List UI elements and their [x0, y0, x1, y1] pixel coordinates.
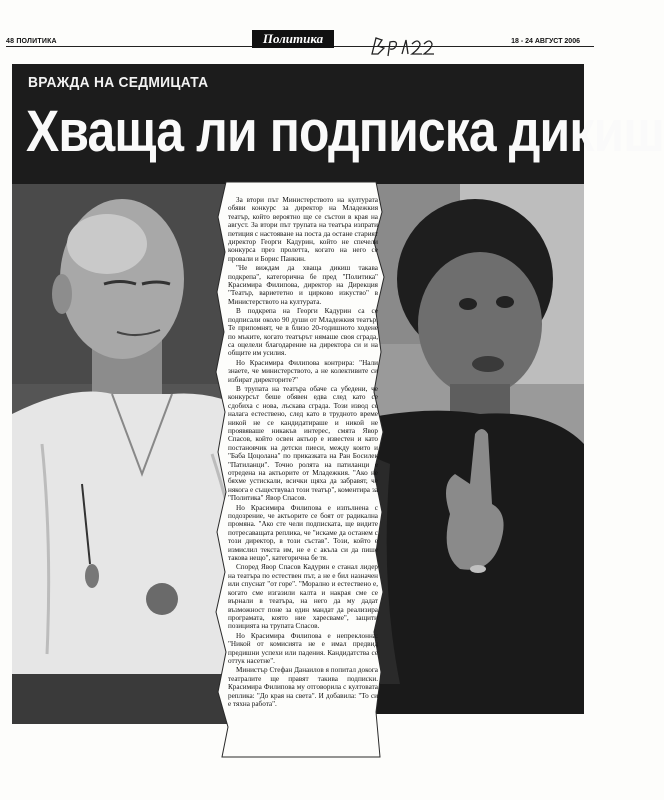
article-paragraph: "Не виждам да хваща дикиш такава подкрепа", категорична бе пред "Политика" Красимира Филипова, директор на Дирекция "Театър, вариететно и цирково изкуство" в Министерството на културата.	[228, 264, 378, 306]
article-paragraph: Министър Стефан Данаилов я попитал докога театралите ще правят такива подписки. Красимира Филипова му отговорила с култовата реплика: "До края на света". И добавила: "То си е тяхна работа".	[228, 666, 378, 708]
headline-banner	[12, 64, 664, 184]
section-kicker: ВРАЖДА НА СЕДМИЦАТА	[28, 74, 209, 91]
page-number: 48 ПОЛИТИКА	[6, 38, 57, 45]
section-logo: Политика	[252, 30, 334, 48]
article-paragraph: Според Явор Спасов Кадурин е станал лидер на театъра по естествен път, а не е бил назначен или спуснат "от горе". "Морално и естествено е, когато сме изгазили калта и накрая сме се върнали в театъра, на него да му дадат възможност поне за един мандат да реализира програмата, която ние харесваме", защити позицията на трупата Спасов.	[228, 563, 378, 631]
article-paragraph: Но Красимира Филипова е непреклонна: "Никой от комисията не е имал предвид предишни успехи или падения. Кандидатства се оттук насетне".	[228, 631, 378, 665]
handwritten-note	[368, 32, 438, 62]
article-paragraph: В трупата на театъра обаче са убедени, че конкурсът беше обявен едва след като се сдобиха с нова, лъскава сграда. Този извод се налага естествено, след като в трудното време никой не се кандидатираше и никой не проявяваше никакъв интерес, смята Явор Спасов, който освен актьор е известен и като постановчик на детски пиеси, между които и "Баба Цоцолана" по приказката на Ран Босилек "Патиланци". Точно ролята на патиланци е отредена на актьорите от Младежкия. "Ако не бяхме устискали, всички щяха да забравят, че някога е съществувал този театър", коментира за "Политика" Явор Спасов.	[228, 384, 378, 503]
page-header	[0, 30, 600, 52]
article-paragraph: Но Красимира Филипова е изпълнена с подозрение, че актьорите се боят от радикална промяна. "Ако сте чели подписката, ще видите потресаващата реплика, че "искаме да останем с този директор, в този състав". Този, който е измислил текста им, не е с акъла си да пише такова нещо", категорична бе тя.	[228, 503, 378, 563]
article-body	[228, 196, 378, 709]
article-column	[222, 192, 378, 762]
article-paragraph: За втори път Министерството на културата обяви конкурс за директор на Младежкия театър, който вероятно ще се състои в края на август. За втори път трупата на театъра изпрати петиция с настояване на поста да остане старият директор Георги Кадурин, който не спечели конкурса през пролетта, когато на него се провали и Борис Панкин.	[228, 196, 378, 263]
article-paragraph: В подкрепа на Георги Кадурин са се подписали около 90 души от Младежкия театър. Те припомнят, че в близо 20-годишното ходене по мъките, когато театърът нямаше своя сграда, са оцелели благодарение на директора си и на общите им усилия.	[228, 307, 378, 358]
article-paragraph: Но Красимира Филипова контрира: "Нали знаете, че министерството, а не колективите си избират директорите?"	[228, 358, 378, 384]
article-headline: Хваща ли подписка дикиш	[26, 99, 664, 164]
issue-date: 18 - 24 АВГУСТ 2006	[511, 38, 580, 45]
